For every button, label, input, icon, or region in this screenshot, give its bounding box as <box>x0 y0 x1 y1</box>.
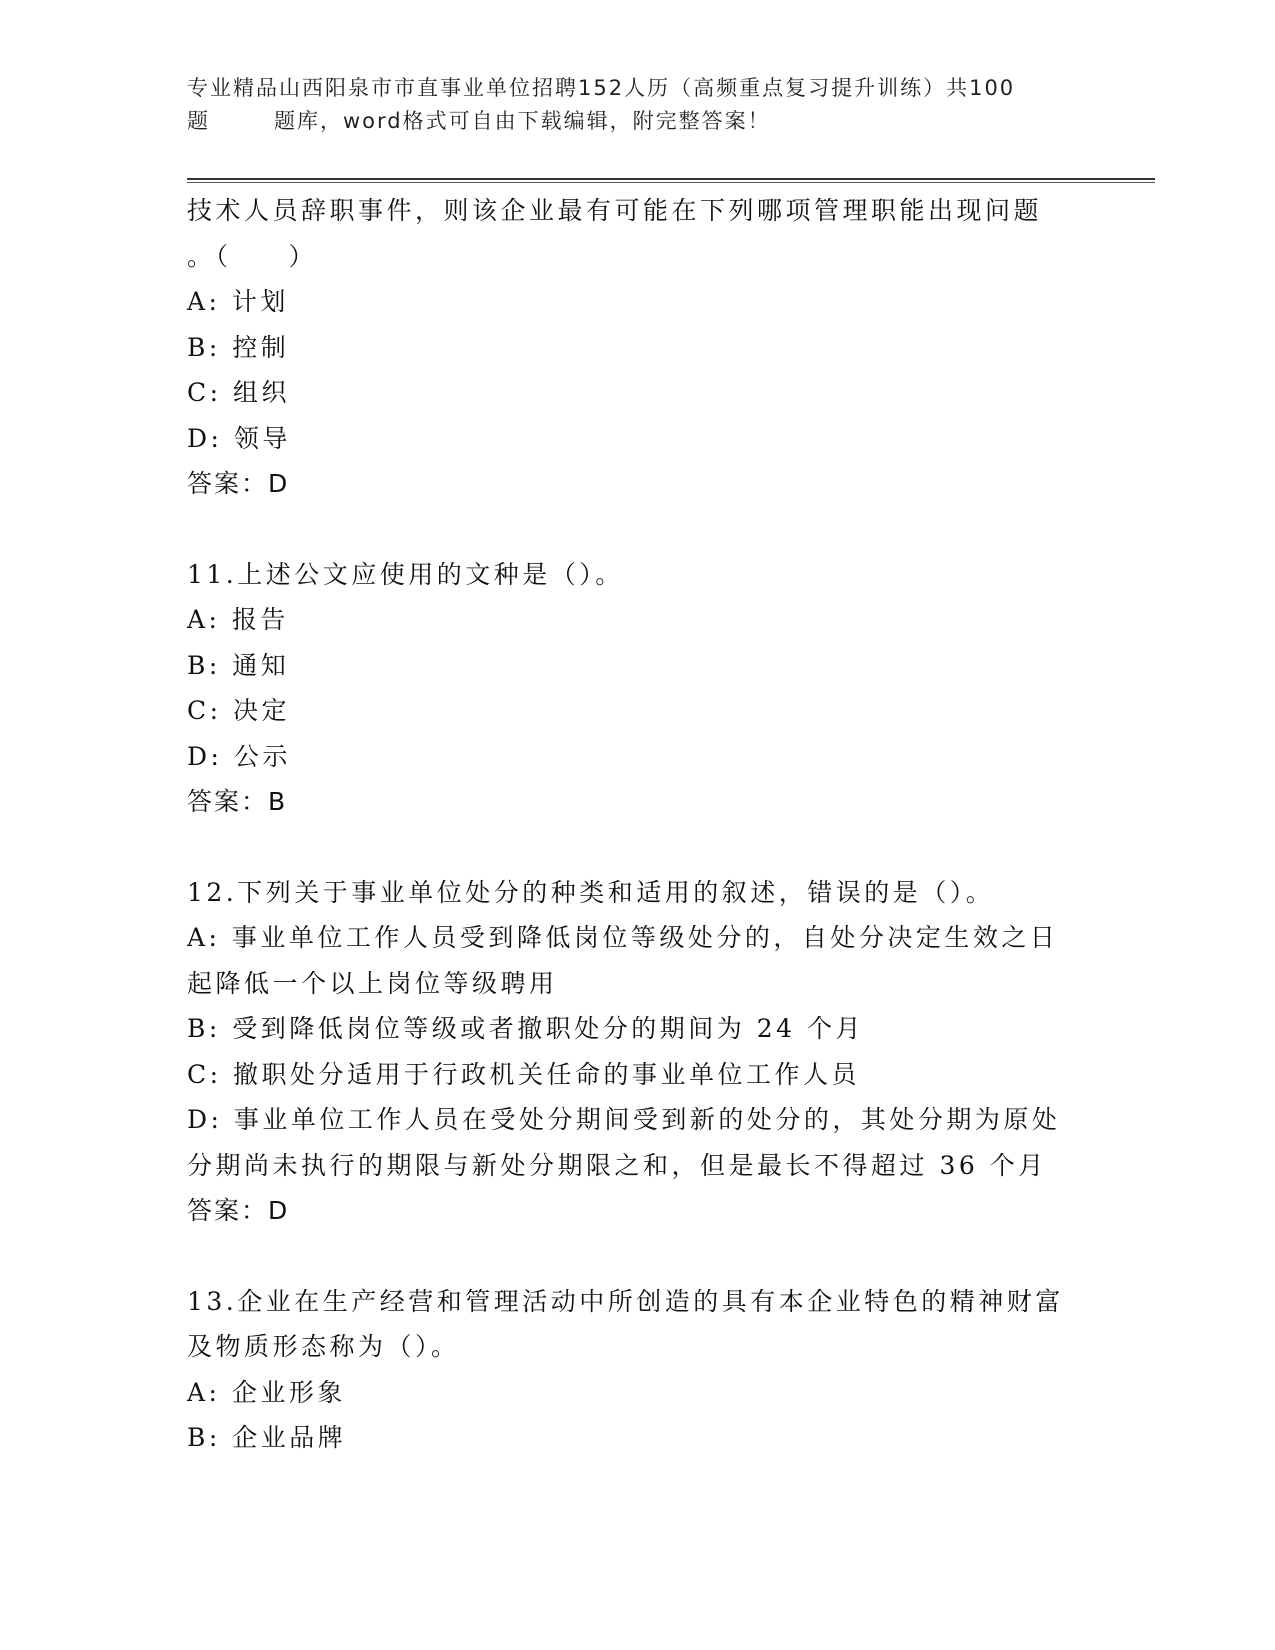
header-divider-thin <box>187 182 1155 183</box>
question-spacer <box>187 825 1087 870</box>
option-d: D: 公示 <box>187 741 291 771</box>
question-stem: 技术人员辞职事件，则该企业最有可能在下列哪项管理职能出现问题 <box>187 196 1043 225</box>
question-list <box>187 188 1087 1461</box>
option-d: D: 领导 <box>187 423 291 453</box>
question-spacer <box>187 507 1087 552</box>
question-stem: 13.企业在生产经营和管理活动中所创造的具有本企业特色的精神财富 <box>187 1286 1064 1316</box>
question-stem: 12.下列关于事业单位处分的种类和适用的叙述，错误的是（）。 <box>187 877 995 907</box>
option-c: C: 组织 <box>187 378 290 407</box>
option-a: A: 事业单位工作人员受到降低岗位等级处分的，自处分决定生效之日 <box>187 923 1059 952</box>
answer-line: 答案：D <box>187 1196 290 1225</box>
answer-line: 答案：D <box>187 469 290 498</box>
option-a: A: 计划 <box>187 287 289 316</box>
header-divider-thick <box>187 178 1155 180</box>
option-a-continued: 起降低一个以上岗位等级聘用 <box>187 968 558 998</box>
option-d: D: 事业单位工作人员在受处分期间受到新的处分的，其处分期为原处 <box>187 1105 1061 1134</box>
question-block-12 <box>187 870 1087 1234</box>
option-b: B: 受到降低岗位等级或者撤职处分的期间为 24 个月 <box>187 1014 864 1043</box>
question-stem: 11.上述公文应使用的文种是（）。 <box>187 559 624 589</box>
question-block-11 <box>187 552 1087 825</box>
option-c: C: 撤职处分适用于行政机关任命的事业单位工作人员 <box>187 1059 861 1089</box>
question-stem: 。（ ） <box>187 241 318 271</box>
header-title-line2 <box>187 105 1087 138</box>
option-a: A: 报告 <box>187 605 289 634</box>
question-block-13 <box>187 1279 1087 1461</box>
question-stem: 及物质形态称为（）。 <box>187 1332 460 1361</box>
option-a: A: 企业形象 <box>187 1377 346 1407</box>
option-b: B: 控制 <box>187 332 290 362</box>
option-b: B: 通知 <box>187 650 290 680</box>
option-d-continued: 分期尚未执行的期限与新处分期限之和，但是最长不得超过 36 个月 <box>187 1150 1047 1180</box>
answer-line: 答案：B <box>187 787 288 816</box>
header-title-line2-left: 题 <box>187 109 210 133</box>
option-c: C: 决定 <box>187 696 290 725</box>
question-block-10 <box>187 188 1087 507</box>
document-header <box>187 72 1087 138</box>
option-b: B: 企业品牌 <box>187 1423 347 1452</box>
header-title-line2-right: 题库，word格式可自由下载编辑，附完整答案！ <box>274 109 771 133</box>
question-spacer <box>187 1234 1087 1279</box>
header-title-line1: 专业精品山西阳泉市市直事业单位招聘152人历（高频重点复习提升训练）共100 <box>187 76 1016 100</box>
